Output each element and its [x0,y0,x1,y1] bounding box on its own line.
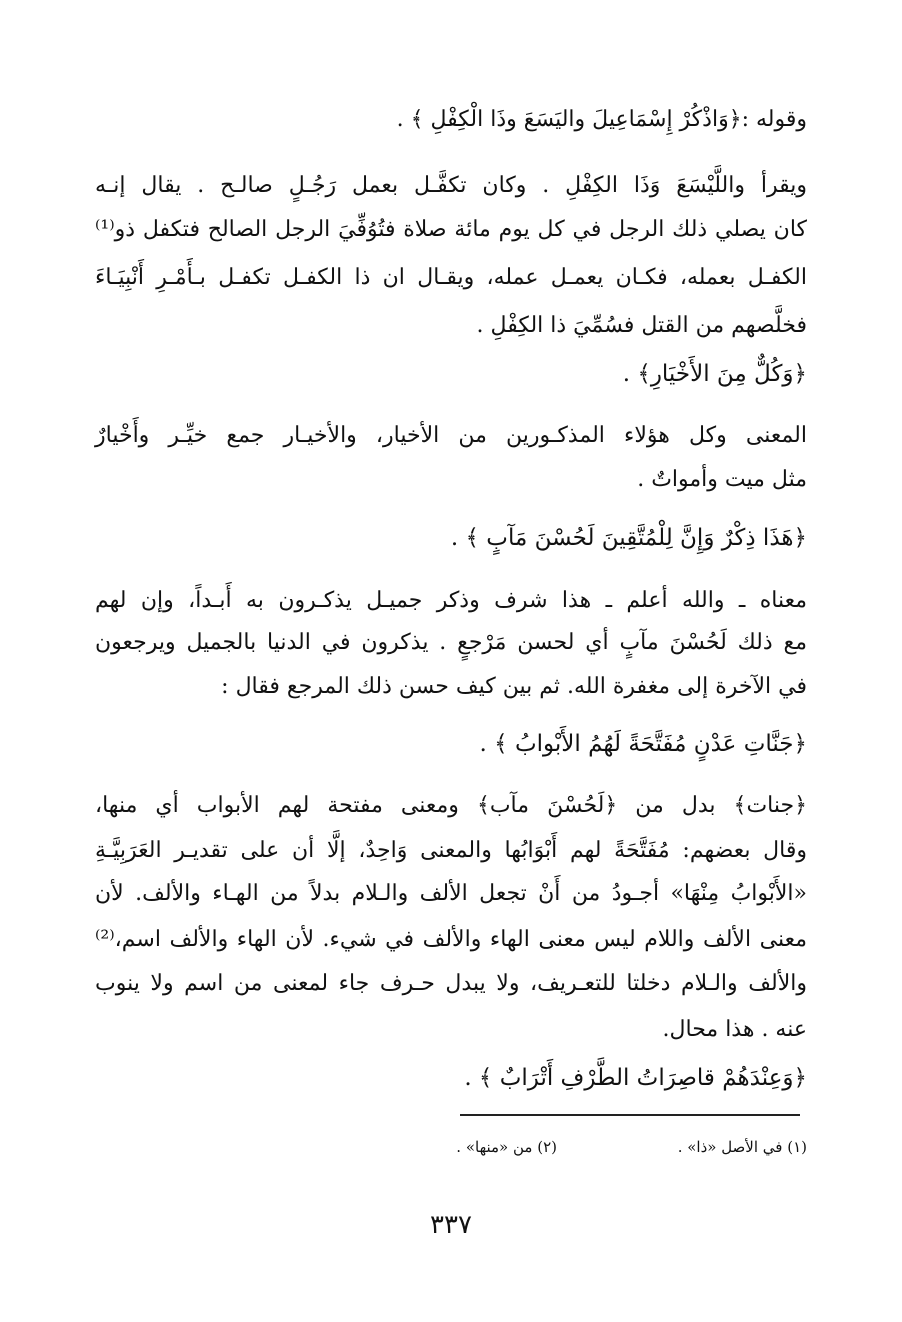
quran-verse-1: ﴿وَكُلٌّ مِنَ الأَخْيَارِ﴾ . [622,361,807,387]
text-line-19: عنه . هذا محال. [662,1017,807,1042]
text-line-7: المعنى وكل هؤلاء المذكـورين من الأخيار، والأخيـار جمع خيِّـر وأَخْيارٌ [95,423,807,448]
text-line-10: معناه ـ والله أعلم ـ هذا شرف وذكر جميـل يذكـرون به أَبـداً، وإن لهم [95,588,807,613]
text-line-11: مع ذلك لَحُسْنَ مآبٍ أي لحسن مَرْجعٍ . يذكرون في الدنيا بالجميل ويرجعون [95,630,807,655]
text-line-8: مثل ميت وأمواتٌ . [637,467,807,492]
text-line-14: ﴿جنات﴾ بدل من ﴿لَحُسْنَ مآب﴾ ومعنى مفتحة لهم الأبواب أي منها، [95,793,807,818]
text-line-3: كان يصلي ذلك الرجل في كل يوم مائة صلاة فتُوُفِّيَ الرجل الصالح فتكفل ذو⁽¹⁾ [95,217,807,242]
text-line-4: الكفـل بعمله، فكـان يعمـل عمله، ويقـال ان ذا الكفـل تكفـل بـأَمْـرِ أَنْبِيَـاءَ [95,265,807,290]
text-line-15: وقال بعضهم: مُفَتَّحَةً لهم أَبْوَابُها والمعنى وَاحِدٌ، إلَّا أن على تقديـر العَرَبِيَّـةِ [95,838,807,863]
text-line-12: في الآخرة إلى مغفرة الله. ثم بين كيف حسن ذلك المرجع فقال : [221,674,807,699]
footnote-divider [460,1114,800,1116]
text-line-2: ويقرأ واللَّيْسَعَ وَذَا الكِفْلِ . وكان تكفَّـل بعمل رَجُـلٍ صالـح . يقال إنـه [95,173,807,198]
footnote-1: (١) في الأصل «ذا» . [677,1138,807,1156]
quran-verse-2: ﴿هَذَا ذِكْرٌ وَإِنَّ لِلْمُتَّقِينَ لَحُسْنَ مَآبٍ ﴾ . [450,525,807,551]
footnote-2: (٢) من «منها» . [456,1138,557,1156]
text-line-5: فخلَّصهم من القتل فسُمِّيَ ذا الكِفْلِ . [476,313,807,338]
text-line-18: والألف والـلام دخلتا للتعـريف، ولا يبدل حـرف جاء لمعنى من اسم ولا ينوب [95,971,807,996]
quran-verse-4: ﴿وَعِنْدَهُمْ قاصِرَاتُ الطَّرْفِ أَتْرَابٌ ﴾ . [464,1065,807,1091]
quran-verse-3: ﴿جَنَّاتِ عَدْنٍ مُفَتَّحَةً لَهُمُ الأَبْوابُ ﴾ . [479,731,807,757]
text-line-1: وقوله :﴿وَاذْكُرْ إِسْمَاعِيلَ واليَسَعَ وذَا الْكِفْلِ ﴾ . [396,107,807,132]
text-line-17: معنى الألف واللام ليس معنى الهاء والألف في شيء. لأن الهاء والألف اسم،⁽²⁾ [95,927,807,952]
text-line-16: «الأَبْوابُ مِنْهَا» أجـودُ من أَنْ تجعل الألف والـلام بدلاً من الهـاء والألف. لأن [95,881,807,906]
page-number: ٣٣٧ [430,1210,472,1240]
